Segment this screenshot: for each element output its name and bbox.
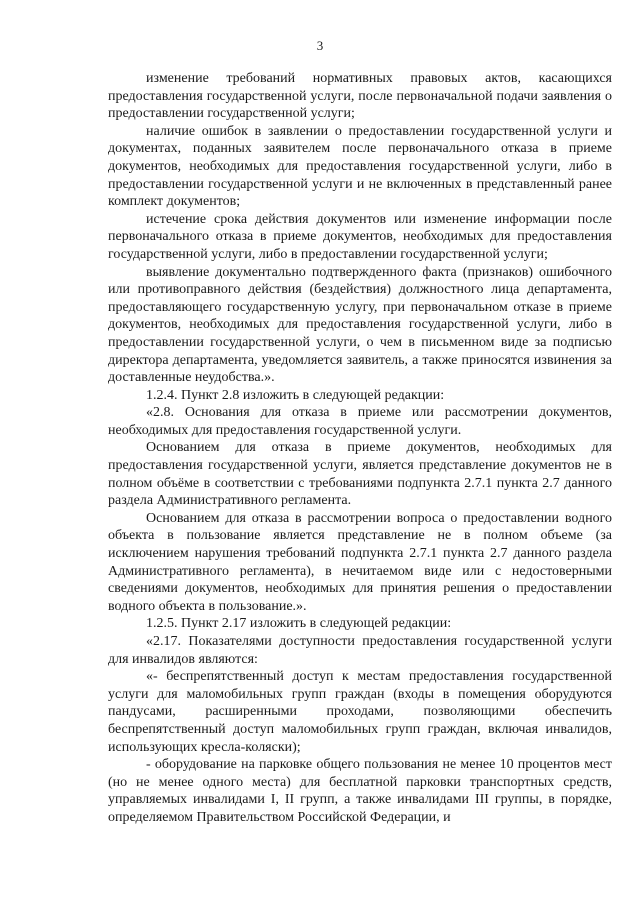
paragraph: выявление документально подтвержденного факта (признаков) ошибочного или противоправного действия (бездействия) должностного лица департамента, предоставляющего государственную услугу, при первоначальном отказе в приеме документов, необходимых для предоставления государственной услуги, либо в предоставлении государственной услуги, о чем в письменном виде за подписью директора департамента, уведомляется заявитель, а также приносятся извинения за доставленные неудобства.». <box>108 264 612 386</box>
paragraph: наличие ошибок в заявлении о предоставлении государственной услуги и документах, поданных заявителем после первоначального отказа в приеме документов, необходимых для предоставления государственной услуги, либо в предоставлении государственной услуги и не включенных в представленный ранее комплект документов; <box>108 123 612 210</box>
paragraph: Основанием для отказа в рассмотрении вопроса о предоставлении водного объекта в пользование является представление не в полном объеме (за исключением нарушения требований подпункта 2.7.1 пункта 2.7 данного раздела Административного регламента), в нечитаемом виде или с недостоверными сведениями документов, необходимых для принятия решения о предоставлении водного объекта в пользование.». <box>108 510 612 614</box>
paragraph: - оборудование на парковке общего пользования не менее 10 процентов мест (но не менее одного места) для бесплатной парковки транспортных средств, управляемых инвалидами I, II групп, а также инвалидами III группы, в порядке, определяемом Правительством Российской Федерации, и <box>108 757 612 825</box>
page-number: 3 <box>316 38 324 53</box>
paragraph: Основанием для отказа в приеме документов, необходимых для предоставления государственной услуги, является представление документов не в полном объёме в соответствии с требованиями подпункта 2.7.1 пункта 2.7 данного раздела Административного регламента. <box>108 440 612 509</box>
paragraph: «2.17. Показателями доступности предоставления государственной услуги для инвалидов являются: <box>108 634 612 667</box>
paragraph: 1.2.4. Пункт 2.8 изложить в следующей редакции: <box>146 387 445 403</box>
paragraph: 1.2.5. Пункт 2.17 изложить в следующей редакции: <box>146 616 452 632</box>
paragraph: истечение срока действия документов или изменение информации после первоначального отказа в приеме документов, необходимых для предоставления государственной услуги, либо в предоставлении государственной услуги; <box>108 211 612 262</box>
paragraph: изменение требований нормативных правовых актов, касающихся предоставления государственной услуги, после первоначальной подачи заявления о предоставлении государственной услуги; <box>108 71 612 122</box>
document-body <box>108 70 612 827</box>
paragraph: «2.8. Основания для отказа в приеме или рассмотрении документов, необходимых для предоставления государственной услуги. <box>108 405 612 438</box>
paragraph: «- беспрепятственный доступ к местам предоставления государственной услуги для маломобильных групп граждан (входы в помещения оборудуются пандусами, расширенными проходами, позволяющими обеспечить беспрепятственный доступ маломобильных групп граждан, включая инвалидов, использующих кресла-коляски); <box>108 669 612 755</box>
